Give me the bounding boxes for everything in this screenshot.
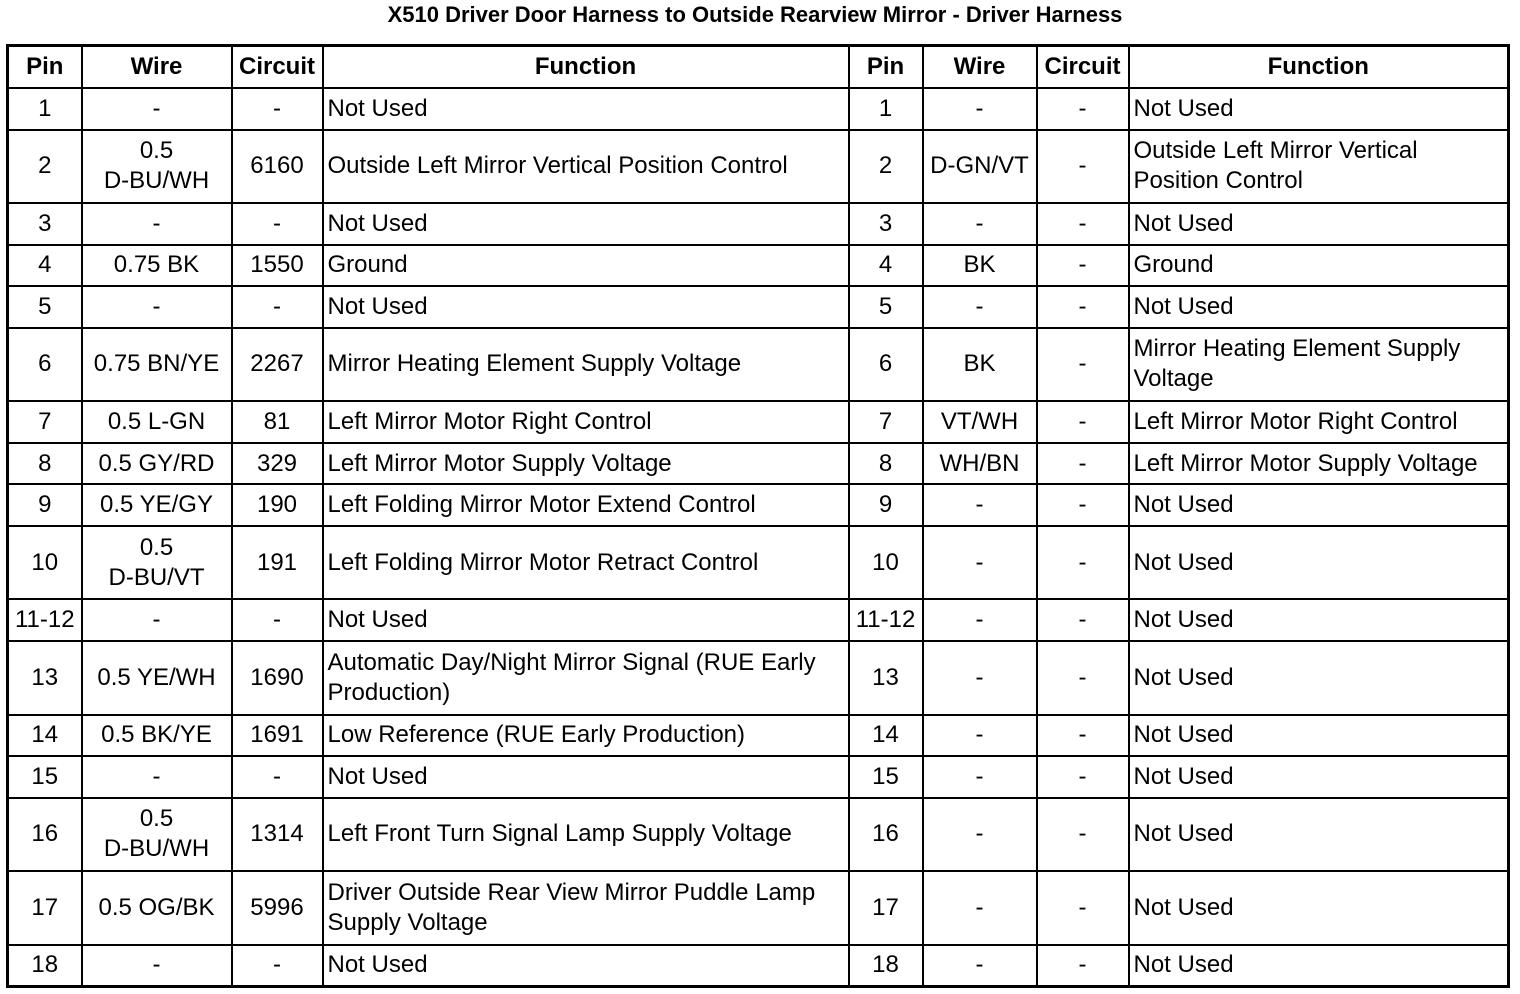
header-wire: Wire [82, 46, 232, 89]
function-cell-2: Not Used [1129, 798, 1509, 872]
wire-cell: 0.5 D-BU/WH [82, 798, 232, 872]
function-cell-2: Not Used [1129, 286, 1509, 328]
wire-cell: - [82, 756, 232, 798]
function-cell-2: Not Used [1129, 871, 1509, 945]
pin-cell: 2 [8, 130, 82, 204]
table-row [8, 130, 1509, 204]
pin-cell-2: 17 [849, 871, 923, 945]
pin-cell: 8 [8, 443, 82, 485]
function-cell-2: Not Used [1129, 88, 1509, 130]
circuit-cell-2: - [1037, 871, 1129, 945]
circuit-cell: 5996 [232, 871, 323, 945]
function-cell: Not Used [323, 286, 849, 328]
circuit-cell-2: - [1037, 245, 1129, 287]
function-cell-2: Not Used [1129, 484, 1509, 526]
circuit-cell-2: - [1037, 401, 1129, 443]
function-cell: Not Used [323, 88, 849, 130]
header-function-2: Function [1129, 46, 1509, 89]
wire-cell: - [82, 945, 232, 987]
wire-cell: - [82, 203, 232, 245]
pin-cell: 11-12 [8, 599, 82, 641]
function-cell: Ground [323, 245, 849, 287]
circuit-cell: - [232, 756, 323, 798]
function-cell: Not Used [323, 203, 849, 245]
wire-cell-2: - [923, 203, 1037, 245]
wire-cell-2: - [923, 945, 1037, 987]
table-row [8, 245, 1509, 287]
wire-cell-2: - [923, 641, 1037, 715]
wire-cell: - [82, 88, 232, 130]
wire-cell: 0.75 BK [82, 245, 232, 287]
wire-cell-2: - [923, 526, 1037, 600]
circuit-cell-2: - [1037, 130, 1129, 204]
circuit-cell: 190 [232, 484, 323, 526]
function-cell: Mirror Heating Element Supply Voltage [323, 328, 849, 402]
pin-cell: 3 [8, 203, 82, 245]
pin-cell-2: 3 [849, 203, 923, 245]
pin-cell-2: 16 [849, 798, 923, 872]
circuit-cell: 81 [232, 401, 323, 443]
pinout-table [6, 44, 1510, 988]
function-cell: Driver Outside Rear View Mirror Puddle Lamp Supply Voltage [323, 871, 849, 945]
circuit-cell: - [232, 88, 323, 130]
function-cell-2: Not Used [1129, 641, 1509, 715]
table-row [8, 443, 1509, 485]
circuit-cell: 1690 [232, 641, 323, 715]
function-cell: Left Folding Mirror Motor Extend Control [323, 484, 849, 526]
pin-cell-2: 2 [849, 130, 923, 204]
function-cell: Left Front Turn Signal Lamp Supply Voltage [323, 798, 849, 872]
circuit-cell: 1314 [232, 798, 323, 872]
wire-cell-2: - [923, 756, 1037, 798]
table-row [8, 88, 1509, 130]
function-cell-2: Not Used [1129, 756, 1509, 798]
circuit-cell: - [232, 599, 323, 641]
pin-cell-2: 11-12 [849, 599, 923, 641]
circuit-cell-2: - [1037, 526, 1129, 600]
pin-cell: 7 [8, 401, 82, 443]
wire-cell-2: D-GN/VT [923, 130, 1037, 204]
circuit-cell-2: - [1037, 443, 1129, 485]
pin-cell: 17 [8, 871, 82, 945]
pin-cell-2: 10 [849, 526, 923, 600]
function-cell: Left Mirror Motor Right Control [323, 401, 849, 443]
wire-cell: 0.5 BK/YE [82, 715, 232, 757]
circuit-cell-2: - [1037, 203, 1129, 245]
pin-cell: 9 [8, 484, 82, 526]
wire-cell: 0.5 YE/GY [82, 484, 232, 526]
table-row [8, 715, 1509, 757]
pin-cell: 4 [8, 245, 82, 287]
header-pin-2: Pin [849, 46, 923, 89]
table-row [8, 798, 1509, 872]
function-cell-2: Ground [1129, 245, 1509, 287]
wire-cell-2: - [923, 798, 1037, 872]
pin-cell-2: 9 [849, 484, 923, 526]
wire-cell-2: - [923, 484, 1037, 526]
circuit-cell-2: - [1037, 715, 1129, 757]
document-title: X510 Driver Door Harness to Outside Rearview Mirror - Driver Harness [387, 2, 1123, 27]
header-circuit-2: Circuit [1037, 46, 1129, 89]
wire-cell-2: - [923, 871, 1037, 945]
pin-cell-2: 13 [849, 641, 923, 715]
pin-cell: 18 [8, 945, 82, 987]
pin-cell: 1 [8, 88, 82, 130]
table-row [8, 756, 1509, 798]
header-pin: Pin [8, 46, 82, 89]
circuit-cell-2: - [1037, 88, 1129, 130]
circuit-cell: 329 [232, 443, 323, 485]
pin-cell-2: 4 [849, 245, 923, 287]
header-row [8, 46, 1509, 89]
table-row [8, 599, 1509, 641]
wire-cell-2: BK [923, 328, 1037, 402]
function-cell-2: Not Used [1129, 945, 1509, 987]
pin-cell-2: 6 [849, 328, 923, 402]
function-cell: Not Used [323, 945, 849, 987]
table-row [8, 401, 1509, 443]
circuit-cell: 6160 [232, 130, 323, 204]
circuit-cell-2: - [1037, 328, 1129, 402]
pin-cell: 15 [8, 756, 82, 798]
pin-cell-2: 5 [849, 286, 923, 328]
pin-cell-2: 15 [849, 756, 923, 798]
function-cell-2: Not Used [1129, 715, 1509, 757]
circuit-cell-2: - [1037, 641, 1129, 715]
function-cell: Left Mirror Motor Supply Voltage [323, 443, 849, 485]
wire-cell: - [82, 286, 232, 328]
header-function: Function [323, 46, 849, 89]
circuit-cell: 1550 [232, 245, 323, 287]
wire-cell: 0.5 D-BU/VT [82, 526, 232, 600]
wire-cell-2: - [923, 286, 1037, 328]
wire-cell-2: - [923, 715, 1037, 757]
pin-cell: 14 [8, 715, 82, 757]
function-cell: Not Used [323, 756, 849, 798]
wire-cell-2: - [923, 88, 1037, 130]
function-cell: Left Folding Mirror Motor Retract Control [323, 526, 849, 600]
wire-cell: 0.5 L-GN [82, 401, 232, 443]
wire-cell: 0.75 BN/YE [82, 328, 232, 402]
circuit-cell: 1691 [232, 715, 323, 757]
wire-cell: 0.5 OG/BK [82, 871, 232, 945]
header-circuit: Circuit [232, 46, 323, 89]
table-row [8, 945, 1509, 987]
table-row [8, 871, 1509, 945]
table-row [8, 526, 1509, 600]
circuit-cell: - [232, 945, 323, 987]
pin-cell-2: 7 [849, 401, 923, 443]
wire-cell: 0.5 D-BU/WH [82, 130, 232, 204]
circuit-cell-2: - [1037, 599, 1129, 641]
function-cell-2: Not Used [1129, 526, 1509, 600]
pin-cell-2: 18 [849, 945, 923, 987]
circuit-cell-2: - [1037, 798, 1129, 872]
function-cell-2: Left Mirror Motor Right Control [1129, 401, 1509, 443]
wire-cell: 0.5 GY/RD [82, 443, 232, 485]
table-row [8, 641, 1509, 715]
pin-cell-2: 8 [849, 443, 923, 485]
table-row [8, 484, 1509, 526]
wire-cell: - [82, 599, 232, 641]
pin-cell: 6 [8, 328, 82, 402]
pin-cell: 5 [8, 286, 82, 328]
circuit-cell: - [232, 286, 323, 328]
circuit-cell: 2267 [232, 328, 323, 402]
pin-cell: 13 [8, 641, 82, 715]
function-cell-2: Outside Left Mirror Vertical Position Control [1129, 130, 1509, 204]
wire-cell-2: WH/BN [923, 443, 1037, 485]
function-cell-2: Not Used [1129, 203, 1509, 245]
pin-cell: 10 [8, 526, 82, 600]
header-wire-2: Wire [923, 46, 1037, 89]
wire-cell: 0.5 YE/WH [82, 641, 232, 715]
pin-cell-2: 14 [849, 715, 923, 757]
function-cell: Not Used [323, 599, 849, 641]
wire-cell-2: BK [923, 245, 1037, 287]
circuit-cell-2: - [1037, 286, 1129, 328]
wire-cell-2: - [923, 599, 1037, 641]
pin-cell: 16 [8, 798, 82, 872]
function-cell: Automatic Day/Night Mirror Signal (RUE Early Production) [323, 641, 849, 715]
table-row [8, 286, 1509, 328]
table-row [8, 203, 1509, 245]
function-cell: Outside Left Mirror Vertical Position Control [323, 130, 849, 204]
function-cell-2: Left Mirror Motor Supply Voltage [1129, 443, 1509, 485]
wire-cell-2: VT/WH [923, 401, 1037, 443]
function-cell: Low Reference (RUE Early Production) [323, 715, 849, 757]
circuit-cell-2: - [1037, 945, 1129, 987]
table-body [8, 88, 1509, 987]
circuit-cell-2: - [1037, 756, 1129, 798]
circuit-cell: 191 [232, 526, 323, 600]
pin-cell-2: 1 [849, 88, 923, 130]
table-row [8, 328, 1509, 402]
function-cell-2: Not Used [1129, 599, 1509, 641]
function-cell-2: Mirror Heating Element Supply Voltage [1129, 328, 1509, 402]
circuit-cell-2: - [1037, 484, 1129, 526]
circuit-cell: - [232, 203, 323, 245]
